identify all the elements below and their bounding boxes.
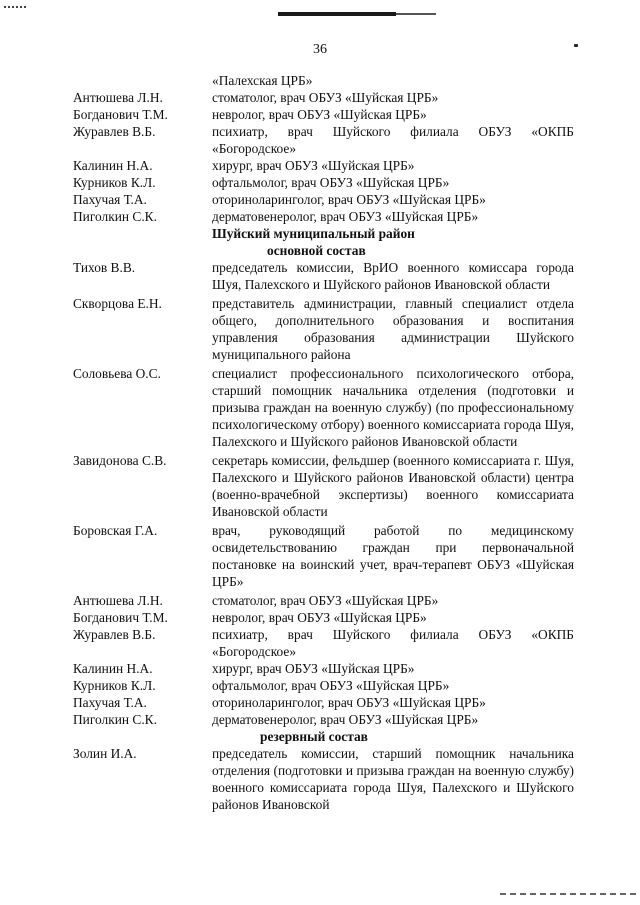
member-name: Антюшева Л.Н. <box>73 90 163 105</box>
member-name: Антюшева Л.Н. <box>73 593 163 608</box>
member-role: представитель администрации, главный специалист отдела общего, дополнительного образования и воспитания управления образования администрации Шуйского муниципального района <box>212 296 574 362</box>
member-name: Соловьева О.С. <box>73 366 161 381</box>
member-name: Калинин Н.А. <box>73 158 153 173</box>
member-row <box>0 106 640 123</box>
member-role: невролог, врач ОБУЗ «Шуйская ЦРБ» <box>212 610 427 625</box>
member-row <box>0 592 640 609</box>
member-row <box>0 123 640 157</box>
member-name: Пиголкин С.К. <box>73 712 157 727</box>
member-role: секретарь комиссии, фельдшер (военного комиссариата г. Шуя, Палехского и Шуйского районов Ивановской области) центра (военно-врачебной экспертизы) военного комиссариата Ивановской области <box>212 453 574 519</box>
member-row <box>0 626 640 660</box>
member-row <box>0 208 640 225</box>
member-name: Тихов В.В. <box>73 260 136 275</box>
member-role: дерматовенеролог, врач ОБУЗ «Шуйская ЦРБ» <box>212 712 479 727</box>
member-row <box>0 89 640 106</box>
member-role: специалист профессионального психологического отбора, старший помощник начальника отделения (подготовки и призыва граждан на военную службу) (по профессиональному психологическому отбору) военного комиссариата города Шуя, Палехского и Шуйского районов Ивановской области <box>212 366 574 449</box>
member-row <box>0 259 640 293</box>
member-name: Журавлев В.Б. <box>73 124 156 139</box>
member-row <box>0 295 640 363</box>
member-name: Калинин Н.А. <box>73 661 153 676</box>
member-row <box>0 660 640 677</box>
member-role: оториноларинголог, врач ОБУЗ «Шуйская ЦРБ» <box>212 695 486 710</box>
member-row <box>0 745 640 813</box>
member-role: психиатр, врач Шуйского филиала ОБУЗ «ОКПБ «Богородское» <box>212 124 574 156</box>
member-row <box>0 694 640 711</box>
member-row <box>0 711 640 728</box>
member-role: «Палехская ЦРБ» <box>212 73 313 88</box>
member-role: офтальмолог, врач ОБУЗ «Шуйская ЦРБ» <box>212 678 450 693</box>
member-role: офтальмолог, врач ОБУЗ «Шуйская ЦРБ» <box>212 175 450 190</box>
member-role: оториноларинголог, врач ОБУЗ «Шуйская ЦРБ» <box>212 192 486 207</box>
member-name: Курников К.Л. <box>73 175 156 190</box>
member-role: председатель комиссии, ВрИО военного комиссара города Шуя, Палехского и Шуйского районов Ивановской области <box>212 260 574 292</box>
member-name: Журавлев В.Б. <box>73 627 156 642</box>
reserve-heading-row <box>0 728 640 745</box>
main-composition-heading: основной состав <box>267 243 366 258</box>
member-role: стоматолог, врач ОБУЗ «Шуйская ЦРБ» <box>212 593 439 608</box>
member-row <box>0 174 640 191</box>
member-row <box>0 365 640 450</box>
scan-artifact-top-bar <box>278 12 396 16</box>
member-role: хирург, врач ОБУЗ «Шуйская ЦРБ» <box>212 158 415 173</box>
member-row <box>0 157 640 174</box>
member-name: Скворцова Е.Н. <box>73 296 162 311</box>
reserve-composition-heading: резервный состав <box>260 729 368 744</box>
member-name: Боровская Г.А. <box>73 523 158 538</box>
member-role: врач, руководящий работой по медицинскому освидетельствованию граждан при первоначальной постановке на воинский учет, врач-терапевт ОБУЗ «Шуйская ЦРБ» <box>212 523 574 589</box>
section-title-row <box>0 225 640 242</box>
commission-list-main <box>0 259 640 728</box>
member-name: Курников К.Л. <box>73 678 156 693</box>
section-title: Шуйский муниципальный район <box>212 226 415 241</box>
member-row <box>0 677 640 694</box>
commission-list-top <box>0 72 640 225</box>
member-row <box>0 522 640 590</box>
scan-artifact-bottom-bar <box>500 893 636 897</box>
member-role: хирург, врач ОБУЗ «Шуйская ЦРБ» <box>212 661 415 676</box>
member-name: Богданович Т.М. <box>73 107 168 122</box>
document-body <box>0 72 640 813</box>
member-name: Пахучая Т.А. <box>73 695 147 710</box>
member-row <box>0 452 640 520</box>
member-row <box>0 72 640 89</box>
member-row <box>0 191 640 208</box>
member-name: Пахучая Т.А. <box>73 192 147 207</box>
member-name: Богданович Т.М. <box>73 610 168 625</box>
main-heading-row <box>0 242 640 259</box>
member-role: председатель комиссии, старший помощник начальника отделения (подготовки и призыва граждан на военную службу) военного комиссариата города Шуя, Палехского и Шуйского районов Ивановской <box>212 746 574 812</box>
commission-list-reserve <box>0 745 640 813</box>
member-name: Золин И.А. <box>73 746 137 761</box>
scan-artifact-corner <box>4 6 26 11</box>
page-number: 36 <box>313 42 327 57</box>
member-role: стоматолог, врач ОБУЗ «Шуйская ЦРБ» <box>212 90 439 105</box>
member-role: дерматовенеролог, врач ОБУЗ «Шуйская ЦРБ» <box>212 209 479 224</box>
member-role: невролог, врач ОБУЗ «Шуйская ЦРБ» <box>212 107 427 122</box>
member-name: Пиголкин С.К. <box>73 209 157 224</box>
member-role: психиатр, врач Шуйского филиала ОБУЗ «ОКПБ «Богородское» <box>212 627 574 659</box>
member-name: Завидонова С.В. <box>73 453 167 468</box>
member-row <box>0 609 640 626</box>
